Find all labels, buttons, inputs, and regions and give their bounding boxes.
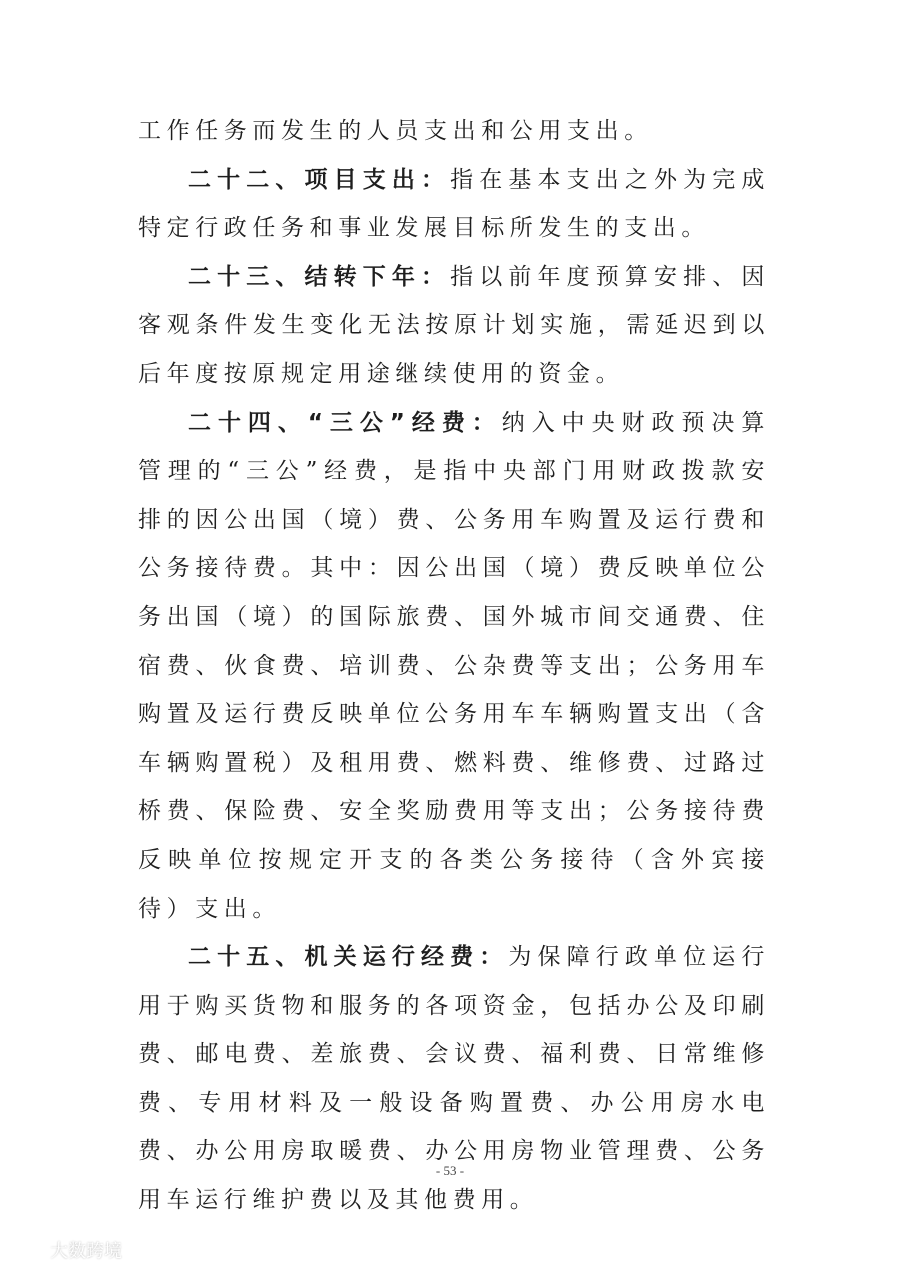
section-25-paragraph (138, 933, 770, 1225)
section-25-term: 二十五、机关运行经费： (188, 944, 509, 971)
section-22-text: 指在基本支出之外为完成特定行政任务和事业发展目标所发生的支出。 (138, 166, 770, 242)
intro-paragraph (138, 107, 770, 156)
section-23-term: 二十三、结转下年： (188, 263, 451, 290)
section-22-term: 二十二、项目支出： (188, 166, 451, 193)
page-number: - 53 - (435, 1163, 465, 1178)
section-23-text: 指以前年度预算安排、因客观条件发生变化无法按原计划实施，需延迟到以后年度按原规定用途继续使用的资金。 (138, 263, 770, 387)
section-23-paragraph (138, 253, 770, 399)
section-24-term: 二十四、“三公”经费： (188, 409, 502, 436)
section-22-paragraph (138, 156, 770, 253)
section-24-paragraph (138, 399, 770, 934)
section-24-text: 纳入中央财政预决算管理的“三公”经费，是指中央部门用财政拨款安排的因公出国（境）费、公务用车购置及运行费和公务接待费。其中：因公出国（境）费反映单位公务出国（境）的国际旅费、国外城市间交通费、住宿费、伙食费、培训费、公杂费等支出；公务用车购置及运行费反映单位公务用车车辆购置支出（含车辆购置税）及租用费、燃料费、维修费、过路过桥费、保险费、安全奖励费用等支出；公务接待费反映单位按规定开支的各类公务接待（含外宾接待）支出。 (138, 409, 770, 922)
logo-mark-icon (10, 1238, 44, 1262)
watermark (10, 1237, 122, 1263)
intro-text: 工作任务而发生的人员支出和公用支出。 (138, 118, 653, 144)
document-body (138, 107, 770, 1225)
watermark-text: 大数跨境 (50, 1241, 122, 1262)
section-25-text: 为保障行政单位运行用于购买货物和服务的各项资金，包括办公及印刷费、邮电费、差旅费、会议费、福利费、日常维修费、专用材料及一般设备购置费、办公用房水电费、办公用房取暖费、办公用房物业管理费、公务用车运行维护费以及其他费用。 (138, 944, 770, 1214)
